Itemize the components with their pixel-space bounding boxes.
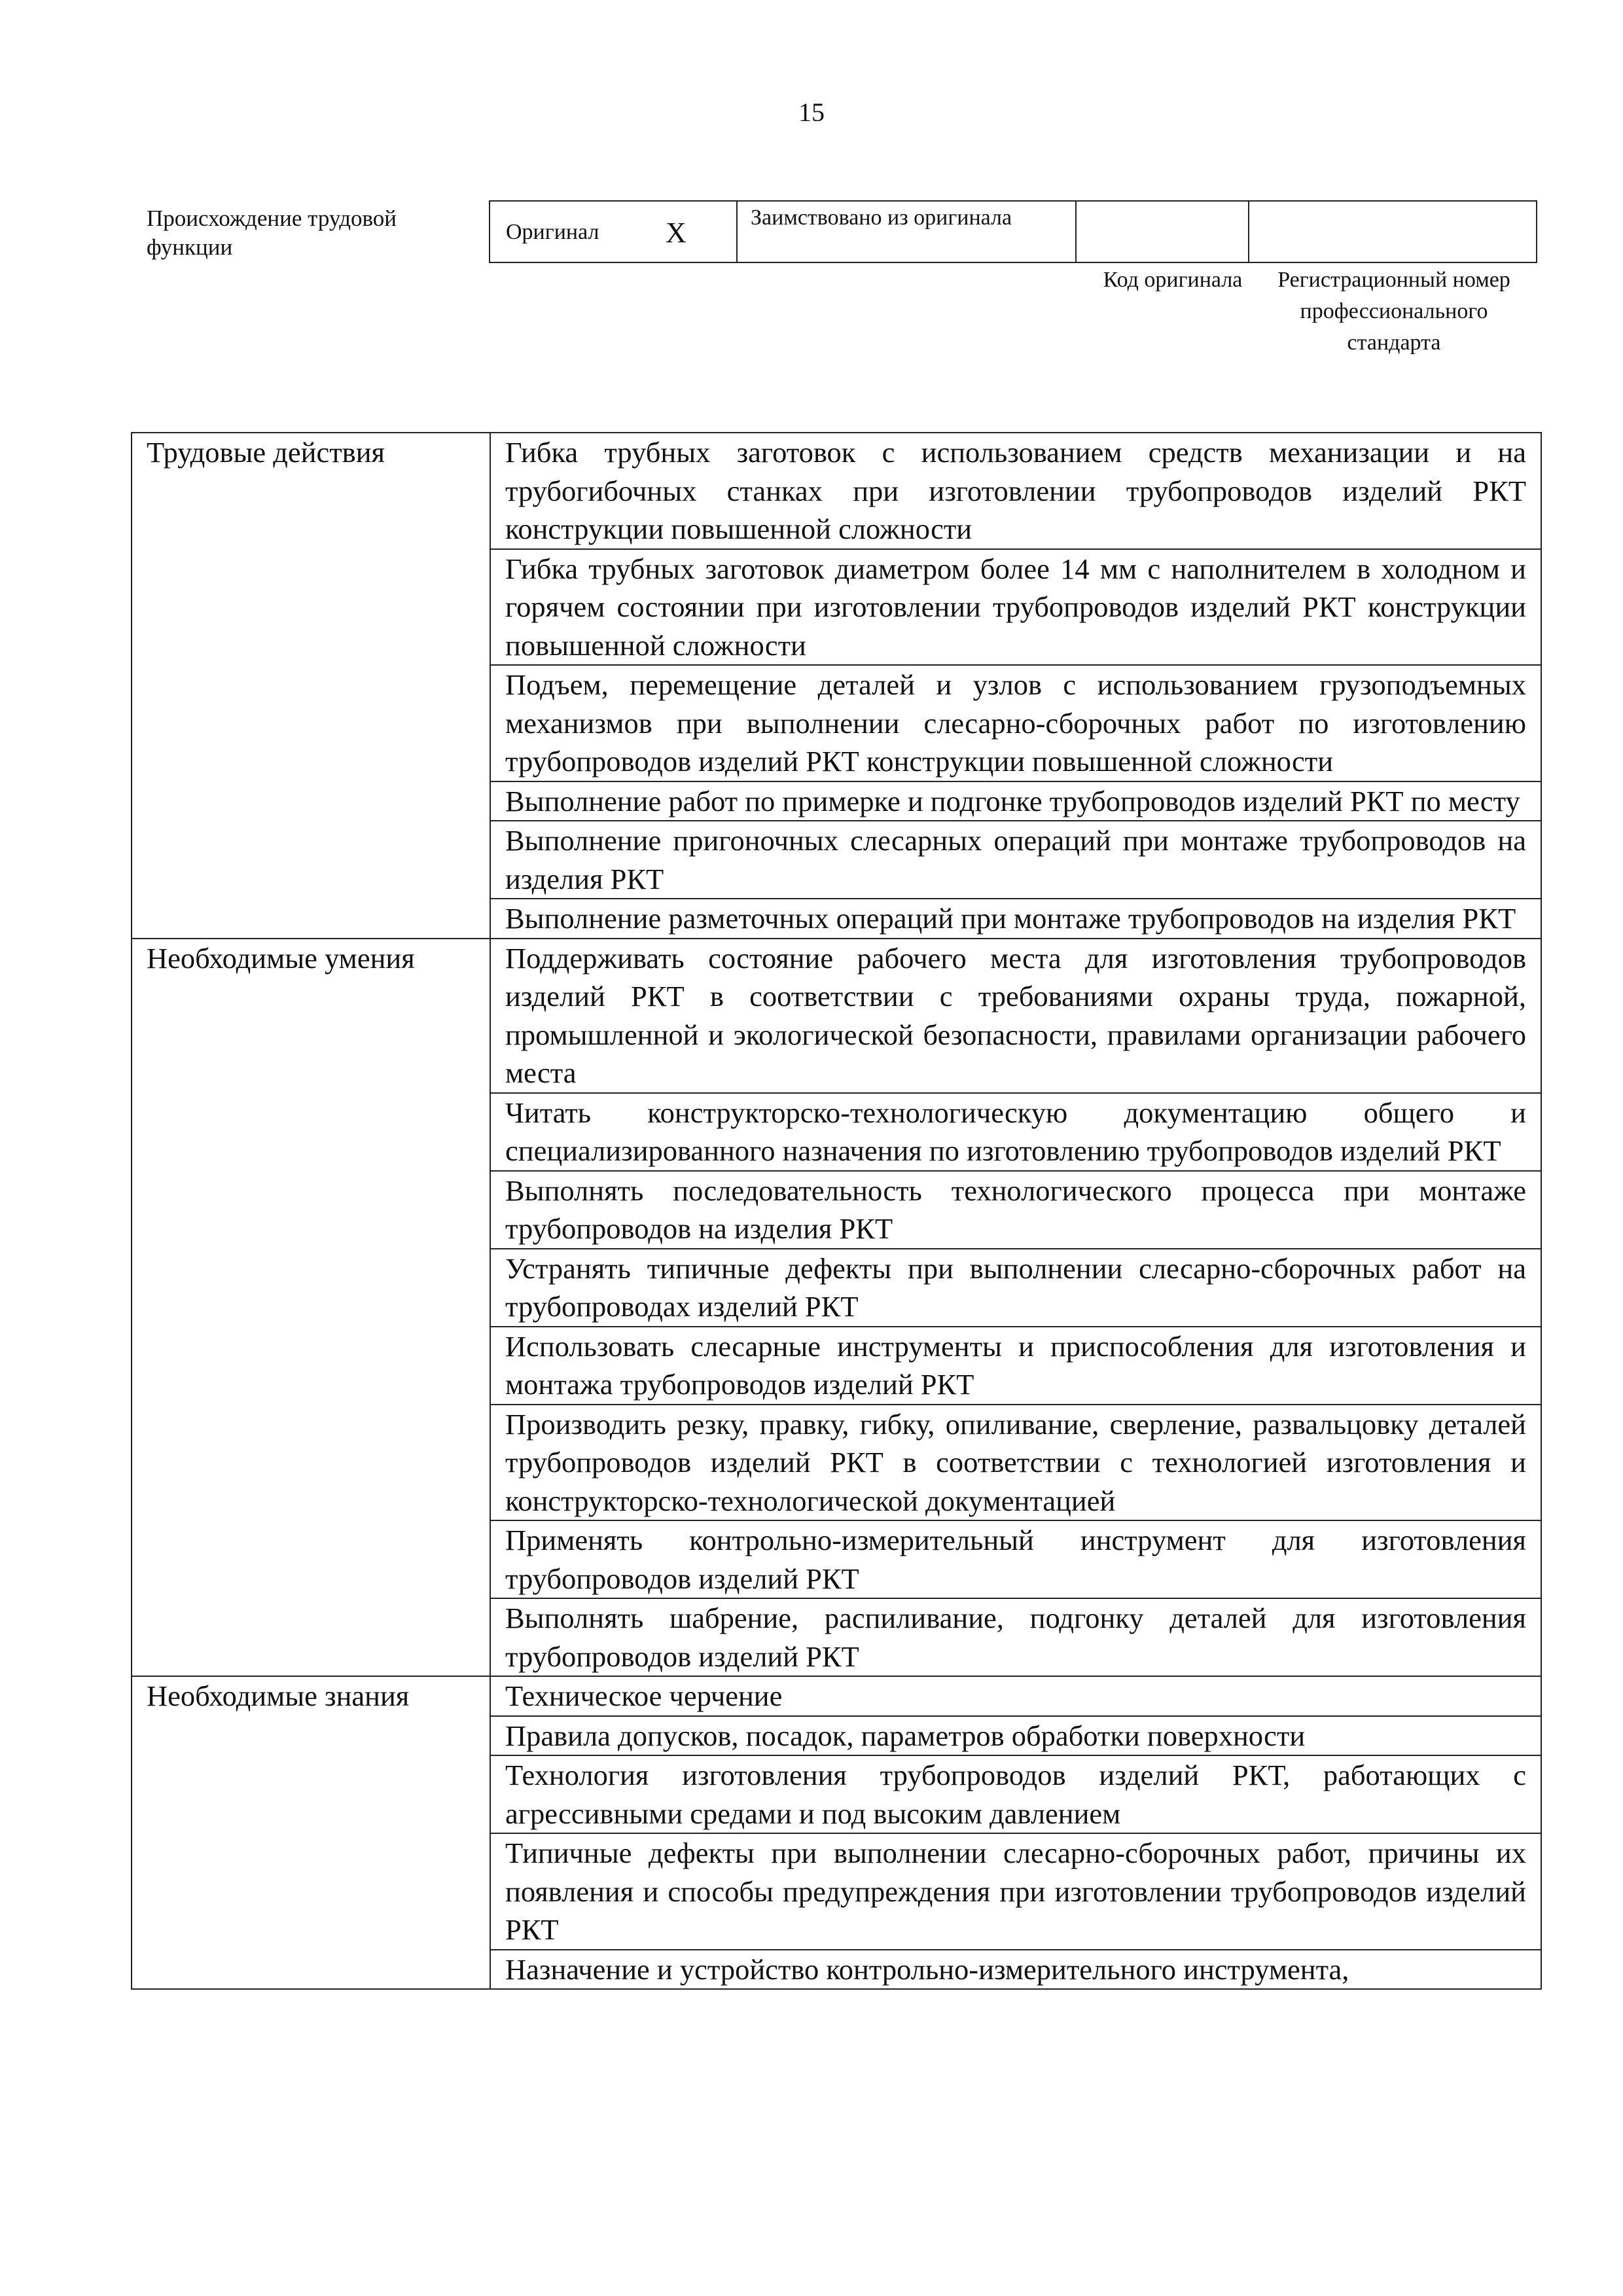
table-cell-item: Производить резку, правку, гибку, опиливание, сверление, развальцовку деталей трубопроводов изделий РКТ в соответствии с технологией изготовления и конструкторско-технологической документацией: [490, 1405, 1541, 1521]
table-cell-item: Выполнять шабрение, распиливание, подгонку деталей для изготовления трубопроводов изделий РКТ: [490, 1598, 1541, 1676]
origin-reg-number-cell: [1249, 202, 1536, 262]
table-row: [132, 433, 1541, 549]
section-title-knowledge: Необходимые знания: [132, 1676, 490, 1989]
table-cell-item: Выполнение пригоночных слесарных операций при монтаже трубопроводов на изделия РКТ: [490, 821, 1541, 899]
table-cell-item: Типичные дефекты при выполнении слесарно-сборочных работ, причины их появления и способы предупреждения при изготовлении трубопроводов изделий РКТ: [490, 1833, 1541, 1950]
code-caption: Код оригинала: [1103, 268, 1243, 292]
table-row: [132, 1676, 1541, 1716]
table-cell-item: Техническое черчение: [490, 1676, 1541, 1716]
table-cell-item: Выполнять последовательность технологического процесса при монтаже трубопроводов на изделия РКТ: [490, 1171, 1541, 1249]
table-cell-item: Правила допусков, посадок, параметров обработки поверхности: [490, 1716, 1541, 1756]
origin-original-mark: X: [666, 217, 687, 249]
reg-number-caption: Регистрационный номер профессионального стандарта: [1277, 268, 1510, 355]
table-cell-item: Читать конструкторско-технологическую документацию общего и специализированного назначения по изготовлению трубопроводов изделий РКТ: [490, 1093, 1541, 1171]
origin-original-label: Оригинал: [506, 220, 599, 244]
origin-code-cell: [1077, 202, 1249, 262]
table-cell-item: Использовать слесарные инструменты и приспособления для изготовления и монтажа трубопроводов изделий РКТ: [490, 1327, 1541, 1405]
origin-table: [489, 200, 1537, 263]
table-cell-item: Выполнение разметочных операций при монтаже трубопроводов на изделия РКТ: [490, 899, 1541, 939]
function-table: [131, 432, 1542, 1990]
page-number: 15: [798, 98, 825, 127]
table-cell-item: Применять контрольно-измерительный инструмент для изготовления трубопроводов изделий РКТ: [490, 1520, 1541, 1598]
section-title-actions: Трудовые действия: [132, 433, 490, 939]
table-cell-item: Гибка трубных заготовок с использованием средств механизации и на трубогибочных станках при изготовлении трубопроводов изделий РКТ конструкции повышенной сложности: [490, 433, 1541, 549]
origin-borrowed-cell: [738, 202, 1077, 262]
table-cell-item: Подъем, перемещение деталей и узлов с использованием грузоподъемных механизмов при выполнении слесарно-сборочных работ по изготовлению трубопроводов изделий РКТ конструкции повышенной сложности: [490, 665, 1541, 781]
table-row: [132, 939, 1541, 1093]
table-cell-item: Выполнение работ по примерке и подгонке трубопроводов изделий РКТ по месту: [490, 781, 1541, 821]
origin-borrowed-label: Заимствовано из оригинала: [751, 206, 1012, 230]
table-cell-item: Поддерживать состояние рабочего места для изготовления трубопроводов изделий РКТ в соответствии с требованиями охраны труда, пожарной, промышленной и экологической безопасности, правилами организации рабочего места: [490, 939, 1541, 1093]
table-cell-item: Устранять типичные дефекты при выполнении слесарно-сборочных работ на трубопроводах изделий РКТ: [490, 1249, 1541, 1327]
table-cell-item: Гибка трубных заготовок диаметром более 14 мм с наполнителем в холодном и горячем состоянии при изготовлении трубопроводов изделий РКТ конструкции повышенной сложности: [490, 549, 1541, 666]
section-title-skills: Необходимые умения: [132, 939, 490, 1677]
table-cell-item: Технология изготовления трубопроводов изделий РКТ, работающих с агрессивными средами и под высоким давлением: [490, 1755, 1541, 1833]
origin-label: Происхождение трудовой функции: [147, 206, 397, 260]
table-cell-item: Назначение и устройство контрольно-измерительного инструмента,: [490, 1950, 1541, 1990]
origin-original-cell: [490, 202, 738, 262]
